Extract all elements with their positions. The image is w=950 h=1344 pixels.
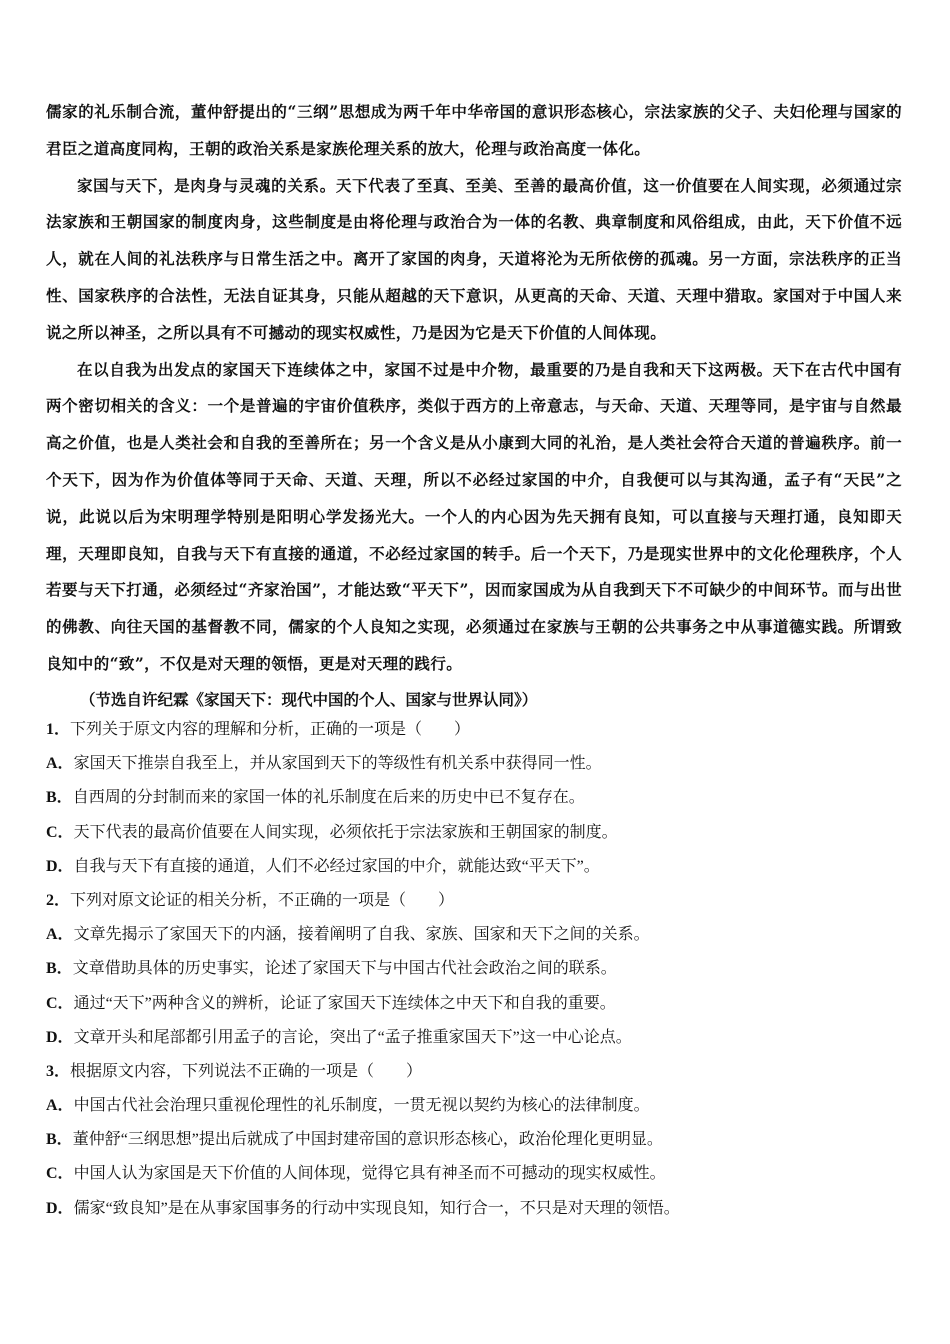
question-number: 1． <box>46 721 71 738</box>
option-text: 通过“天下”两种含义的辨析，论证了家国天下连续体之中天下和自我的重要。 <box>73 994 616 1012</box>
question-1-option-c <box>46 816 906 850</box>
question-3-option-d <box>46 1192 906 1226</box>
option-label: A． <box>46 1097 74 1115</box>
question-3-option-c <box>46 1157 906 1191</box>
option-text: 中国古代社会治理只重视伦理性的礼乐制度，一贯无视以契约为核心的法律制度。 <box>73 1097 650 1115</box>
option-text: 中国人认为家国是天下价值的人间体现，觉得它具有神圣而不可撼动的现实权威性。 <box>73 1165 666 1183</box>
option-text: 家国天下推崇自我至上，并从家国到天下的等级性有机关系中获得同一性。 <box>73 755 602 773</box>
question-2-option-b <box>46 952 906 986</box>
option-text: 文章开头和尾部都引用孟子的言论，突出了“孟子推重家国天下”这一中心论点。 <box>73 1028 632 1046</box>
option-text: 文章先揭示了家国天下的内涵，接着阐明了自我、家族、国家和天下之间的关系。 <box>73 926 650 944</box>
option-label: B． <box>46 789 73 807</box>
option-text: 文章借助具体的历史事实，论述了家国天下与中国古代社会政治之间的联系。 <box>72 960 617 978</box>
question-3-stem <box>46 1055 906 1089</box>
passage-paragraph-1: 儒家的礼乐制合流，董仲舒提出的“三纲”思想成为两千年中华帝国的意识形态核心，宗法家族的父子、夫妇伦理与国家的君臣之道高度同构，王朝的政治关系是家族伦理关系的放大，伦理与政治高度一体化。 <box>46 102 902 158</box>
option-text: 自我与天下有直接的通道，人们不必经过家国的中介，就能达致“平天下”。 <box>73 857 600 875</box>
question-number: 3． <box>46 1062 71 1080</box>
option-label: D． <box>46 857 74 875</box>
question-2-option-d <box>46 1021 906 1055</box>
question-number: 2． <box>46 891 71 909</box>
question-text: 下列对原文论证的相关分析，不正确的一项是（ ） <box>70 891 455 909</box>
passage-paragraph-2: 家国与天下，是肉身与灵魂的关系。天下代表了至真、至美、至善的最高价值，这一价值要在人间实现，必须通过宗法家族和王朝国家的制度肉身，这些制度是由将伦理与政治合为一体的名教、典章制度和风俗组成，由此，天下价值不远人，就在人间的礼法秩序与日常生活之中。离开了家国的肉身，天道将沦为无所依傍的孤魂。另一方面，宗法秩序的正当性、国家秩序的合法性，无法自证其身，只能从超越的天下意识，从更高的天命、天道、天理中猎取。家国对于中国人来说之所以神圣，之所以具有不可撼动的现实权威性，乃是因为它是天下价值的人间体现。 <box>46 175 902 342</box>
question-text: 下列关于原文内容的理解和分析，正确的一项是（ ） <box>70 721 471 738</box>
question-1-option-d <box>46 850 906 884</box>
option-label: C． <box>46 1165 74 1183</box>
question-1-option-a <box>46 747 906 781</box>
question-list <box>46 713 906 1226</box>
question-3-option-a <box>46 1089 906 1123</box>
option-label: B． <box>46 1131 73 1149</box>
question-2-option-a <box>46 918 906 952</box>
option-text: 董仲舒“三纲思想”提出后就成了中国封建帝国的意识形态核心，政治伦理化更明显。 <box>72 1131 663 1149</box>
option-label: C． <box>46 823 74 841</box>
reading-passage <box>46 94 902 717</box>
passage-source: （节选自许纪霖《家国天下：现代中国的个人、国家与世界认同》） <box>80 689 538 709</box>
option-label: C． <box>46 994 74 1012</box>
option-text: 自西周的分封制而来的家国一体的礼乐制度在后来的历史中已不复存在。 <box>72 789 585 807</box>
question-1-option-b <box>46 781 906 815</box>
option-text: 儒家“致良知”是在从事家国事务的行动中实现良知，知行合一，不只是对天理的领悟。 <box>73 1199 680 1217</box>
passage-paragraph-3: 在以自我为出发点的家国天下连续体之中，家国不过是中介物，最重要的乃是自我和天下这两极。天下在古代中国有两个密切相关的含义：一个是普遍的宇宙价值秩序，类似于西方的上帝意志，与天命、天道、天理等同，是宇宙与自然最高之价值，也是人类社会和自我的至善所在；另一个含义是从小康到大同的礼治，是人类社会符合天道的普遍秩序。前一个天下，因为作为价值体等同于天命、天道、天理，所以不必经过家国的中介，自我便可以与其沟通，孟子有“天民”之说，此说以后为宋明理学特别是阳明心学发扬光大。一个人的内心因为先天拥有良知，可以直接与天理打通，良知即天理，天理即良知，自我与天下有直接的通道，不必经过家国的转手。后一个天下，乃是现实世界中的文化伦理秩序，个人若要与天下打通，必须经过“齐家治国”，才能达致“平天下”，因而家国成为从自我到天下不可缺少的中间环节。而与出世的佛教、向往天国的基督教不同，儒家的个人良知之实现，必须通过在家族与王朝的公共事务之中从事道德实践。所谓致良知中的“致”，不仅是对天理的领悟，更是对天理的践行。 <box>46 359 902 673</box>
option-text: 天下代表的最高价值要在人间实现，必须依托于宗法家族和王朝国家的制度。 <box>73 823 618 841</box>
question-text: 根据原文内容，下列说法不正确的一项是（ ） <box>70 1062 423 1080</box>
option-label: A． <box>46 926 74 944</box>
option-label: D． <box>46 1199 74 1217</box>
option-label: A． <box>46 755 74 773</box>
question-1-stem <box>46 713 906 747</box>
option-label: D． <box>46 1028 74 1046</box>
option-label: B． <box>46 960 73 978</box>
question-2-stem <box>46 884 906 918</box>
question-3-option-b <box>46 1123 906 1157</box>
question-2-option-c <box>46 987 906 1021</box>
